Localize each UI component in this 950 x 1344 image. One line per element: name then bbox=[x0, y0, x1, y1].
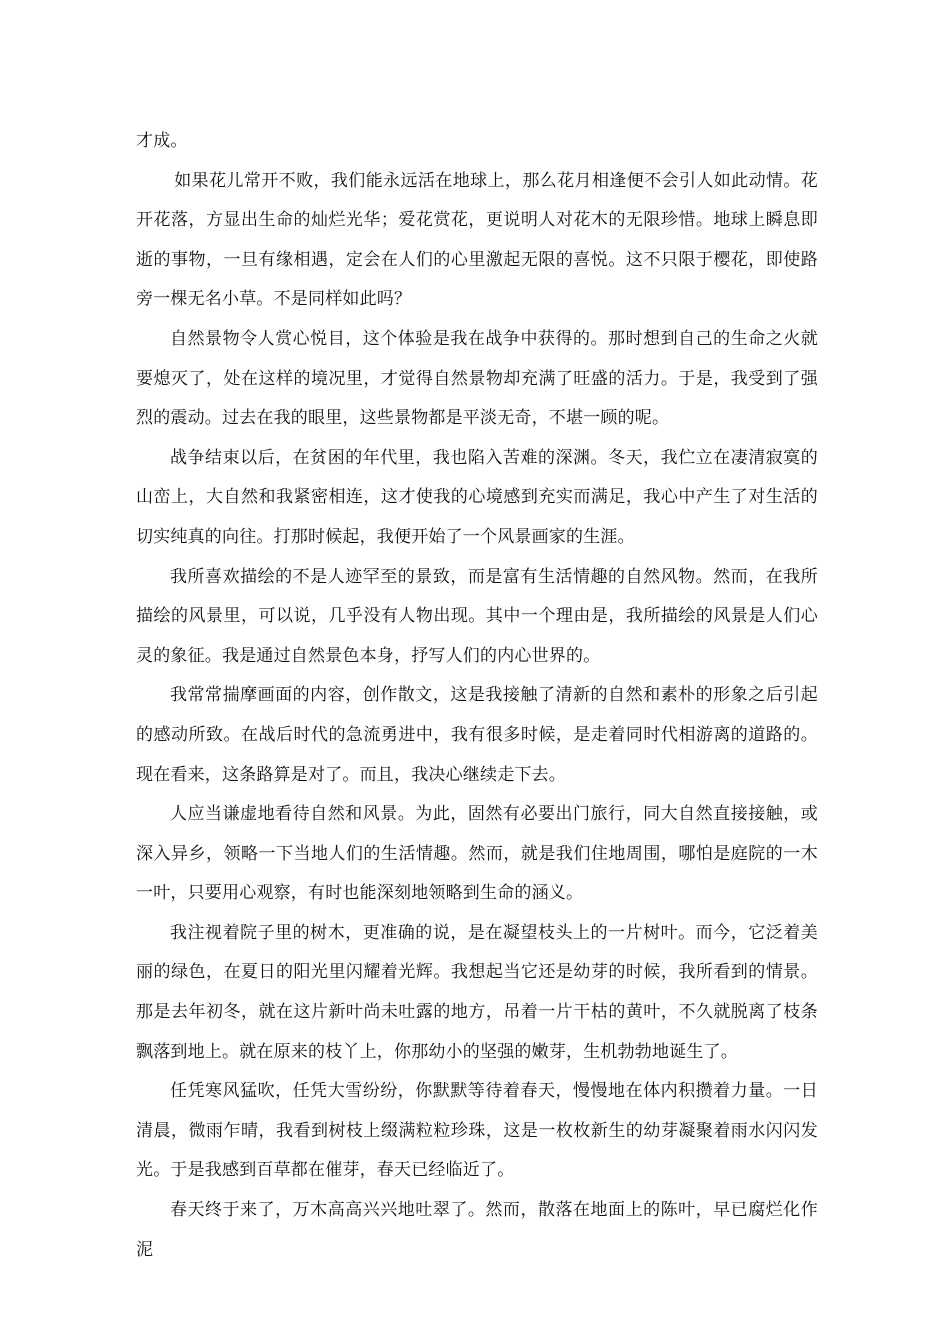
paragraph: 春天终于来了，万木高高兴兴地吐翠了。然而，散落在地面上的陈叶，早已腐烂化作泥 bbox=[136, 1200, 818, 1260]
essay-body bbox=[136, 122, 818, 1270]
paragraph: 自然景物令人赏心悦目，这个体验是我在战争中获得的。那时想到自己的生命之火就要熄灭了，处在这样的境况里，才觉得自然景物却充满了旺盛的活力。于是，我受到了强烈的震动。过去在我的眼里，这些景物都是平淡无奇，不堪一顾的呢。 bbox=[136, 328, 818, 429]
paragraph: 人应当谦虚地看待自然和风景。为此，固然有必要出门旅行，同大自然直接接触，或深入异乡，领略一下当地人们的生活情趣。然而，就是我们住地周围，哪怕是庭院的一木一叶，只要用心观察，有时也能深刻地领略到生命的涵义。 bbox=[136, 804, 818, 904]
paragraph: 我所喜欢描绘的不是人迹罕至的景致，而是富有生活情趣的自然风物。然而，在我所描绘的风景里，可以说，几乎没有人物出现。其中一个理由是，我所描绘的风景是人们心灵的象征。我是通过自然景色本身，抒写人们的内心世界的。 bbox=[136, 566, 818, 666]
paragraph: 任凭寒风猛吹，任凭大雪纷纷，你默默等待着春天，慢慢地在体内积攒着力量。一日清晨，微雨乍晴，我看到树枝上缀满粒粒珍珠，这是一枚枚新生的幼芽凝聚着雨水闪闪发光。于是我感到百草都在催芽，春天已经临近了。 bbox=[136, 1081, 818, 1181]
paragraph: 如果花儿常开不败，我们能永远活在地球上，那么花月相逢便不会引人如此动情。花开花落，方显出生命的灿烂光华；爱花赏花，更说明人对花木的无限珍惜。地球上瞬息即逝的事物，一旦有缘相遇，定会在人们的心里激起无限的喜悦。这不只限于樱花，即使路旁一棵无名小草。不是同样如此吗？ bbox=[136, 170, 818, 310]
paragraph: 我常常揣摩画面的内容，创作散文，这是我接触了清新的自然和素朴的形象之后引起的感动所致。在战后时代的急流勇进中，我有很多时候，是走着同时代相游离的道路的。现在看来，这条路算是对了。而且，我决心继续走下去。 bbox=[136, 685, 818, 785]
paragraph: 战争结束以后，在贫困的年代里，我也陷入苦难的深渊。冬天，我伫立在凄清寂寞的山峦上，大自然和我紧密相连，这才使我的心境感到充实而满足，我心中产生了对生活的切实纯真的向往。打那时候起，我便开始了一个风景画家的生涯。 bbox=[136, 447, 818, 547]
paragraph-continuation: 才成。 bbox=[136, 131, 188, 151]
paragraph: 我注视着院子里的树木，更准确的说，是在凝望枝头上的一片树叶。而今，它泛着美丽的绿色，在夏日的阳光里闪耀着光辉。我想起当它还是幼芽的时候，我所看到的情景。那是去年初冬，就在这片新叶尚未吐露的地方，吊着一片干枯的黄叶，不久就脱离了枝条飘落到地上。就在原来的枝丫上，你那幼小的坚强的嫩芽，生机勃勃地诞生了。 bbox=[136, 922, 818, 1062]
